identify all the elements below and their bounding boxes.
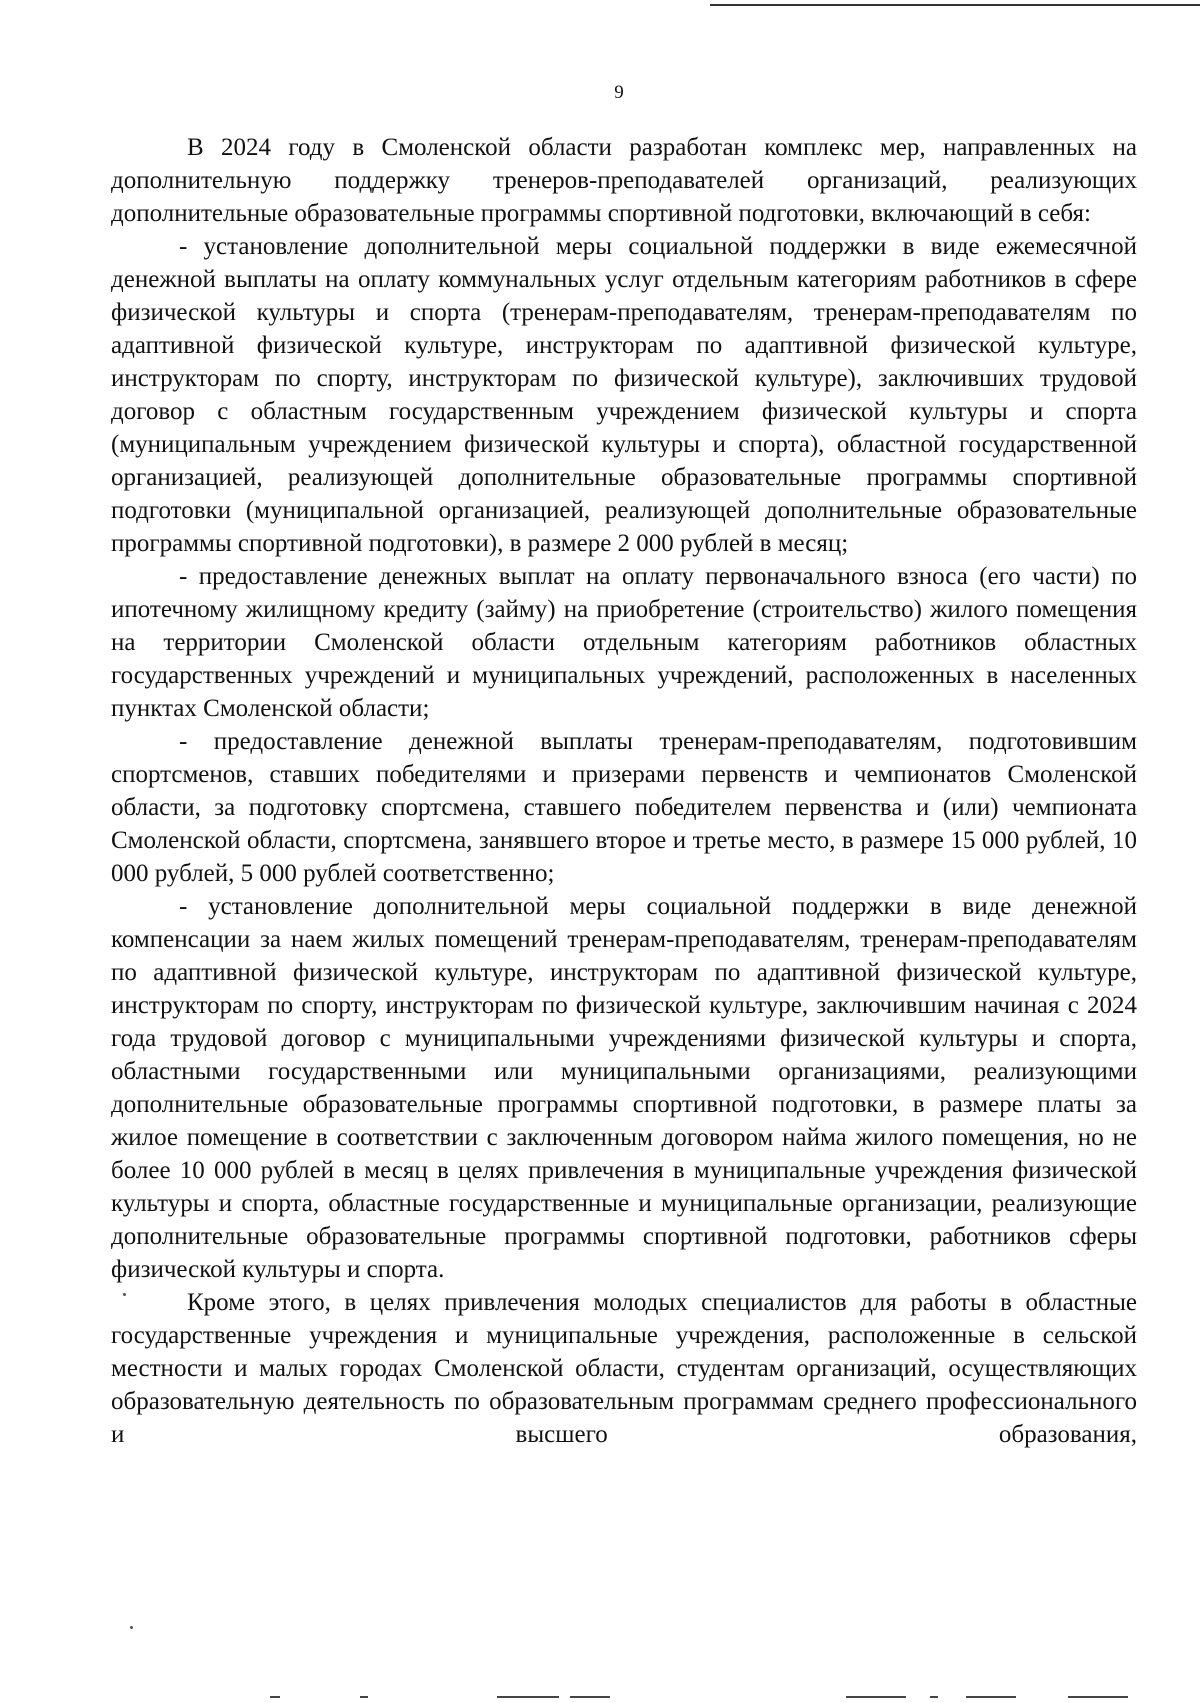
young-specialists-paragraph: Кроме этого, в целях привлечения молодых специалистов для работы в областные государственные учреждения и муниципальные учреждения, расположенные в сельской местности и малых городах Смоленской области, студентам организаций, осуществляющих образовательную деятельность по образовательным программам среднего профессионального и высшего образования, <box>111 1289 1137 1448</box>
scan-bottom-edge-marks <box>0 1692 1200 1703</box>
intro-paragraph: В 2024 году в Смоленской области разработан комплекс мер, направленных на дополнительную поддержку тренеров-преподавателей организаций, реализующих дополнительные образовательные программы спортивной подготовки, включающий в себя: <box>111 134 1137 227</box>
page-number: 9 <box>614 82 624 103</box>
measure-utility-payment-paragraph: - установление дополнительной меры социальной поддержки в виде ежемесячной денежной выплаты на оплату коммунальных услуг отдельным категориям работников в сфере физической культуры и спорта (тренерам-преподавателям, тренерам-преподавателям по адаптивной физической культуре, инструкторам по адаптивной физической культуре, инструкторам по спорту, инструкторам по физической культуре), заключивших трудовой договор с областным государственным учреждением физической культуры и спорта (муниципальным учреждением физической культуры и спорта), областной государственной организацией, реализующей дополнительные образовательные программы спортивной подготовки (муниципальной организацией, реализующей дополнительные образовательные программы спортивной подготовки), в размере 2 000 рублей в месяц; <box>111 233 1137 557</box>
measure-mortgage-payment-paragraph: - предоставление денежных выплат на оплату первоначального взноса (его части) по ипотечному жилищному кредиту (займу) на приобретение (строительство) жилого помещения на территории Смоленской области отдельным категориям работников областных государственных учреждений и муниципальных учреждений, расположенных в населенных пунктах Смоленской области; <box>111 563 1137 722</box>
scan-speck <box>130 1626 133 1629</box>
measure-coach-reward-paragraph: - предоставление денежной выплаты тренерам-преподавателям, подготовившим спортсменов, ставших победителями и призерами первенств и чемпионатов Смоленской области, за подготовку спортсмена, ставшего победителем первенства и (или) чемпионата Смоленской области, спортсмена, занявшего второе и третье место, в размере 15 000 рублей, 10 000 рублей, 5 000 рублей соответственно; <box>111 728 1137 887</box>
document-body <box>111 131 1137 1451</box>
scan-top-rule <box>710 4 1200 6</box>
measure-rent-compensation-paragraph: - установление дополнительной меры социальной поддержки в виде денежной компенсации за наем жилых помещений тренерам-преподавателям, тренерам-преподавателям по адаптивной физической культуре, инструкторам по адаптивной физической культуре, инструкторам по спорту, инструкторам по физической культуре, заключившим начиная с 2024 года трудовой договор с муниципальными учреждениями физической культуры и спорта, областными государственными или муниципальными организациями, реализующими дополнительные образовательные программы спортивной подготовки, в размере платы за жилое помещение в соответствии с заключенным договором найма жилого помещения, но не более 10 000 рублей в месяц в целях привлечения в муниципальные учреждения физической культуры и спорта, областные государственные и муниципальные организации, реализующие дополнительные образовательные программы спортивной подготовки, работников сферы физической культуры и спорта. <box>111 893 1137 1283</box>
scan-speck <box>123 1293 126 1296</box>
